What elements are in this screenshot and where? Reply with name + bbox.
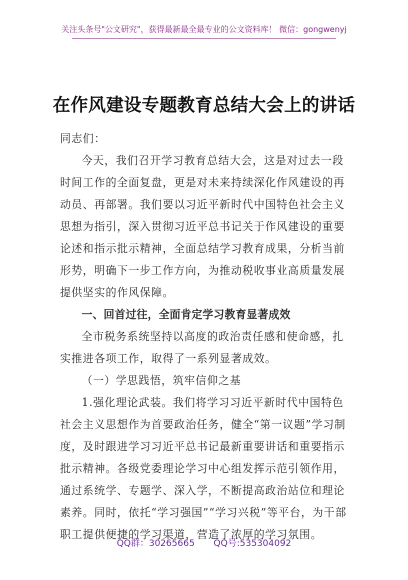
header-banner[interactable]: 关注头条号"公文研究"，获得最新最全最专业的公文资料库！ 微信：gongwenyj <box>61 25 347 34</box>
salutation: 同志们： <box>60 132 106 145</box>
body-paragraph: 今天，我们召开学习教育总结大会，这是对过去一段时间工作的全面复盘，更是对未来持续深化作风建设的再动员、再部署。我们要以习近平新时代中国特色社会主义思想为指引，深入贯彻习近平总书记关于作风建设的重要论述和指示批示精神，全面总结学习教育成果，分析当前形势，明确下一步工作方向，为推动税收事业高质量发展提供坚实的作风保障。 <box>60 154 345 299</box>
body-paragraph: 1.强化理论武装。我们将学习习近平新时代中国特色社会主义思想作为首要政治任务，健全“第一议题”学习制度，及时跟进学习习近平总书记最新重要讲话和重要指示批示精神。各级党委理论学习中心组发挥示范引领作用，通过系统学、专题学、深入学，不断提高政治站位和理论素养。同时，依托“学习强国”“学习兴税”等平台，为干部职工提供便捷的学习渠道，营造了浓厚的学习氛围。 <box>60 396 347 541</box>
section-heading: 一、回首过往，全面肯定学习教育显著成效 <box>81 308 291 321</box>
footer-qq-group[interactable]: QQ群：30265665 <box>116 539 195 549</box>
document-title: 在作风建设专题教育总结大会上的讲话 <box>52 96 356 116</box>
footer <box>0 536 408 549</box>
document-body <box>60 128 348 546</box>
body-paragraph: 全市税务系统坚持以高度的政治责任感和使命感，扎实推进各项工作，取得了一系列显著成效。 <box>60 330 344 365</box>
header-divider <box>72 38 336 39</box>
footer-qq-number[interactable]: QQ号:535304092 <box>213 539 292 549</box>
subsection-heading: （一）学思践悟，筑牢信仰之基 <box>81 374 242 387</box>
